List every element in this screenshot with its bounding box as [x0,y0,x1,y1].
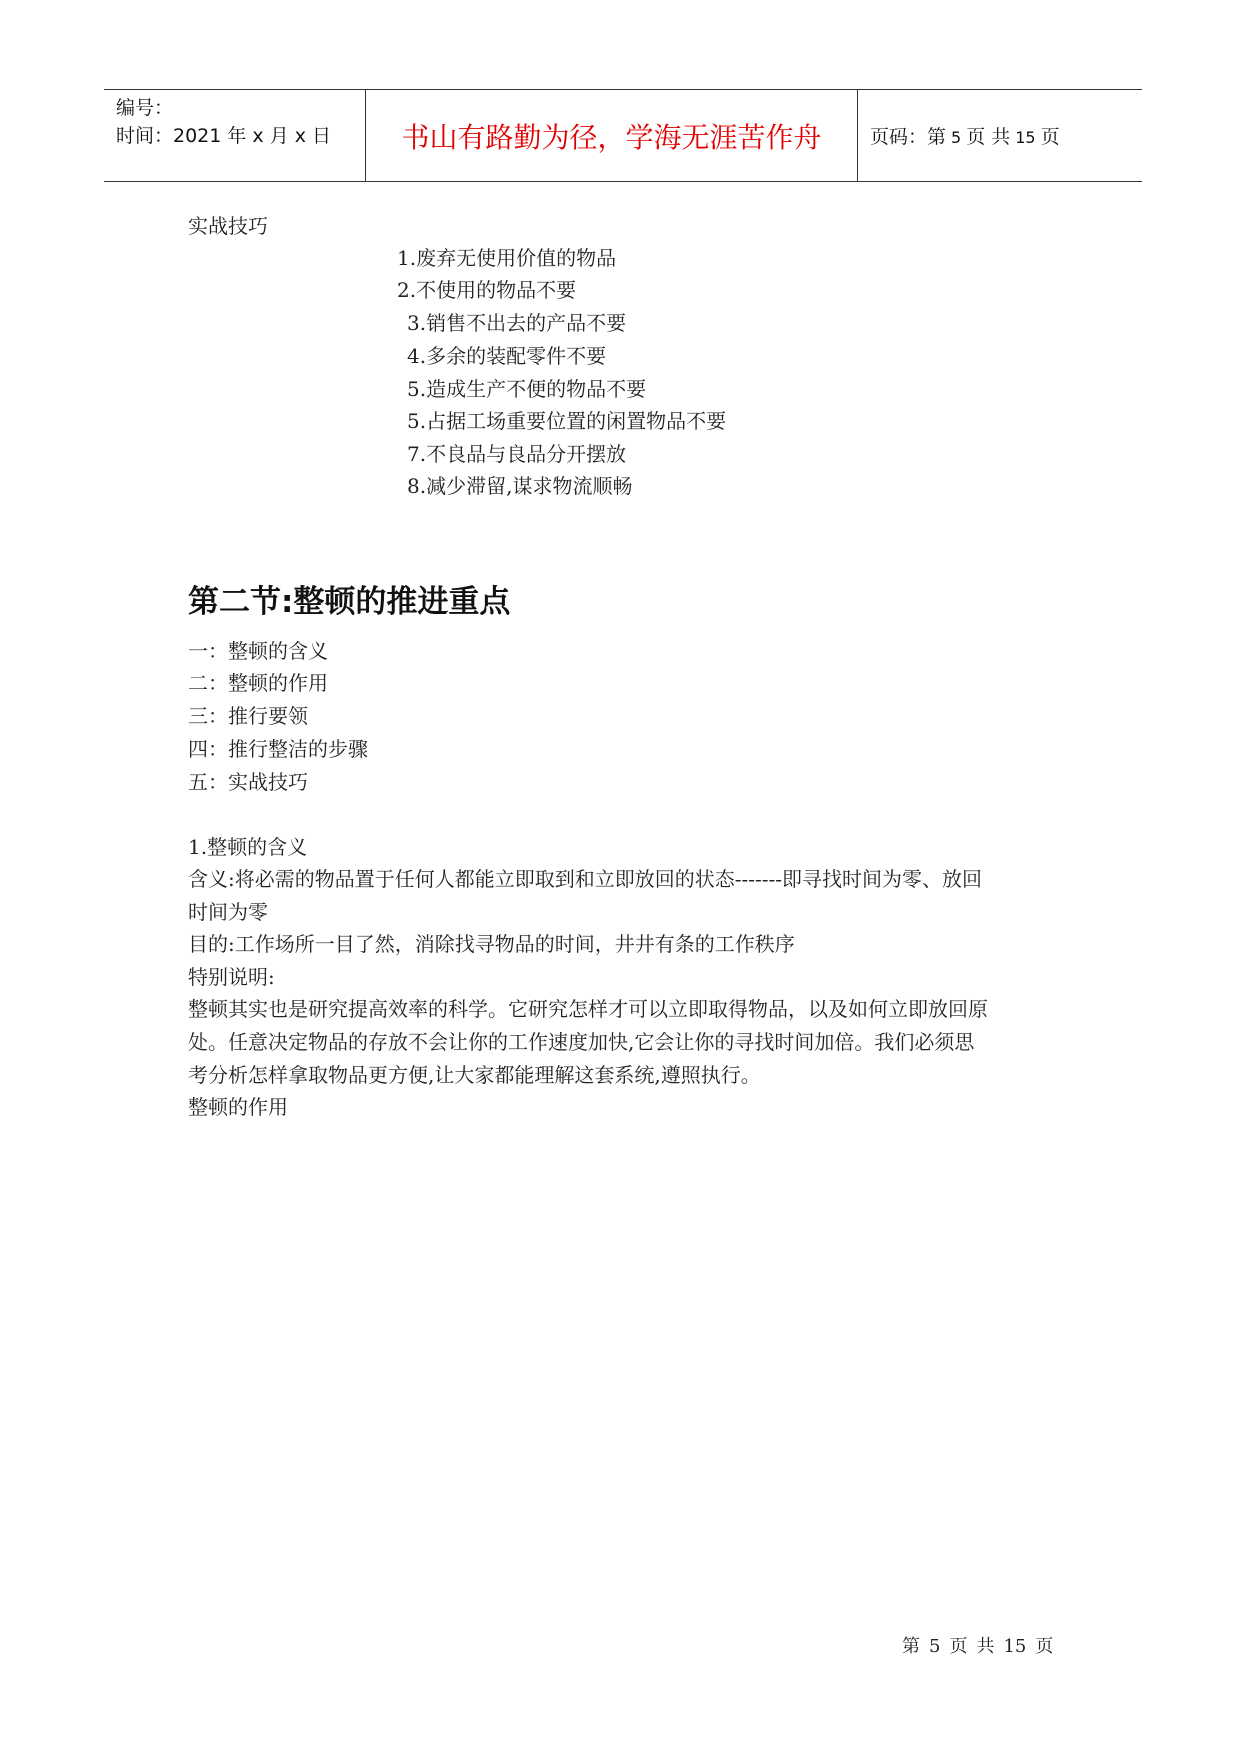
page-total: 15 [1015,128,1036,147]
page-indicator [870,122,1060,149]
note-text: 考分析怎样拿取物品更方便,让大家都能理解这套系统,遵照执行。 [188,1063,761,1087]
footer-part: 5 [929,1636,941,1657]
list-item: 1.废弃无使用价值的物品 [397,246,617,270]
list-item: 3.销售不出去的产品不要 [407,311,627,335]
serial-label: 编号： [116,97,174,119]
header-motto-cell [366,90,858,181]
note-text: 处。任意决定物品的存放不会让你的工作速度加快,它会让你的寻找时间加倍。我们必须思 [188,1030,975,1054]
header-page-cell [858,90,1142,181]
page-prefix: 页码：第 [870,126,947,148]
note-text: 整顿其实也是研究提高效率的科学。它研究怎样才可以立即取得物品，以及如何立即放回原 [188,997,988,1021]
header-info-cell [104,90,366,181]
footer-part: 页 [1035,1636,1054,1657]
footer-part: 页 [949,1636,968,1657]
page-header [104,89,1142,182]
list-item: 5.造成生产不便的物品不要 [407,377,647,401]
outline-item: 二：整顿的作用 [188,671,328,695]
outline-item: 五：实战技巧 [188,770,308,794]
outline-item: 三：推行要领 [188,704,308,728]
outline-item: 四：推行整洁的步骤 [188,737,368,761]
purpose-text: 目的:工作场所一目了然，消除找寻物品的时间，井井有条的工作秩序 [188,932,795,956]
list-item: 2.不使用的物品不要 [397,278,577,302]
footer-part: 15 [1003,1636,1027,1657]
page-suffix: 页 [1040,126,1060,148]
definition-text: 含义:将必需的物品置于任何人都能立即取到和立即放回的状态-------即寻找时间为零、放回 [188,867,983,891]
time-label: 时间：2021 年 x 月 x 日 [116,125,332,147]
next-title: 整顿的作用 [188,1095,288,1119]
list-item: 5.占据工场重要位置的闲置物品不要 [407,409,727,433]
section-heading: 第二节:整顿的推进重点 [188,584,511,620]
section-title: 实战技巧 [188,214,268,238]
page-mid: 页 共 [966,126,1011,148]
sub-title: 1.整顿的含义 [188,835,308,859]
footer-part: 第 [902,1636,920,1657]
outline-item: 一：整顿的含义 [188,639,328,663]
motto-text: 书山有路勤为径，学海无涯苦作舟 [401,120,822,154]
footer-part: 共 [976,1636,995,1657]
note-label: 特别说明: [188,965,275,989]
page-current: 5 [951,128,962,147]
list-item: 8.减少滞留,谋求物流顺畅 [407,474,633,498]
page-footer [902,1632,1062,1658]
list-item: 7.不良品与良品分开摆放 [407,442,627,466]
list-item: 4.多余的装配零件不要 [407,344,607,368]
definition-text: 时间为零 [188,900,268,924]
